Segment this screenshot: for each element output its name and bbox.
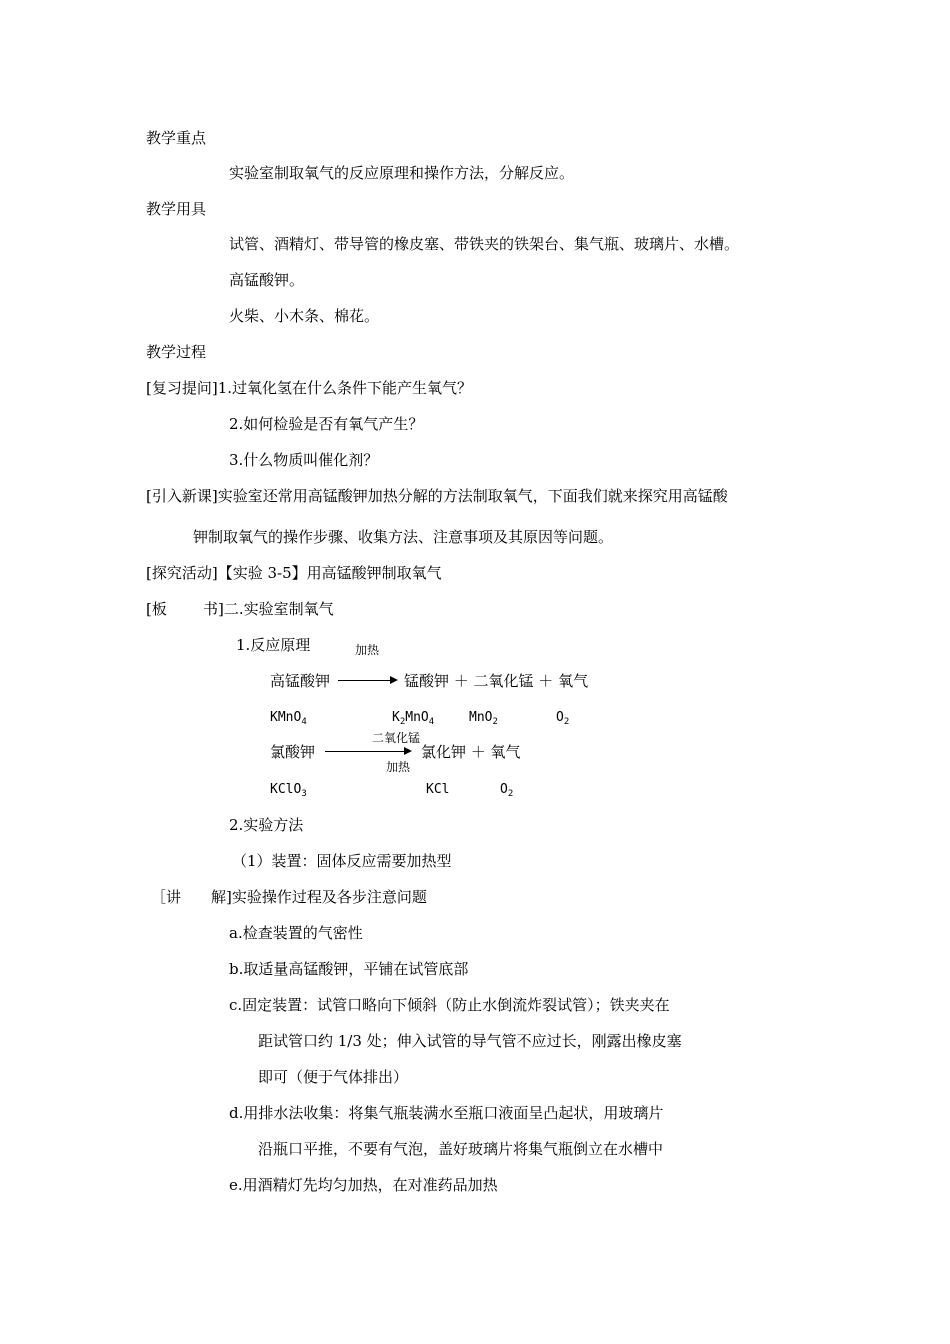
lecture-title: 解]实验操作过程及各步注意问题: [211, 888, 427, 906]
step-d-line-1: d.用排水法收集：将集气瓶装满水至瓶口液面呈凸起状，用玻璃片: [229, 1104, 664, 1122]
reaction1-formula-product1: $K_2MnO_4$: [392, 710, 435, 727]
intro-line-1: [引入新课]实验室还常用高锰酸钾加热分解的方法制取氧气，下面我们就来探究用高锰酸: [146, 487, 728, 505]
reaction2-arrow: [325, 751, 410, 752]
step-c-line-3: 即可（便于气体排出）: [258, 1068, 409, 1086]
review-question-1: [复习提问]1.过氧化氢在什么条件下能产生氧气？: [146, 379, 473, 397]
key-points-text: 实验室制取氧气的反应原理和操作方法，分解反应。: [229, 164, 575, 182]
board-label: [板: [146, 600, 167, 618]
reaction1-formula-reactant: KMnO$_4$: [270, 710, 307, 727]
key-points-heading: 教学重点: [146, 129, 207, 147]
tools-line-2: 高锰酸钾。: [229, 271, 305, 289]
reaction2-formula-product1: KCl: [426, 782, 450, 797]
review-question-2: 2.如何检验是否有氧气产生？: [229, 415, 424, 433]
reaction2-formula-reactant: KClO$_3$: [270, 782, 307, 799]
method-heading: 2.实验方法: [229, 816, 304, 834]
step-a: a.检查装置的气密性: [229, 924, 363, 942]
reaction1-products: 锰酸钾 ＋ 二氧化锰 ＋ 氧气: [404, 672, 589, 690]
tools-line-3: 火柴、小木条、棉花。: [229, 307, 380, 325]
process-heading: 教学过程: [146, 343, 207, 361]
reaction1-arrow: [338, 680, 396, 681]
board-title: 书]二.实验室制氧气: [203, 600, 334, 618]
intro-line-2: 钾制取氧气的操作步骤、收集方法、注意事项及其原因等问题。: [193, 528, 614, 546]
step-d-line-2: 沿瓶口平推，不要有气泡，盖好玻璃片将集气瓶倒立在水槽中: [258, 1140, 664, 1158]
step-c-line-2: 距试管口约 1/3 处；伸入试管的导气管不应过长，刚露出橡皮塞: [258, 1032, 682, 1050]
principle-heading: 1.反应原理: [236, 636, 311, 654]
reaction2-reactant: 氯酸钾: [270, 743, 316, 761]
activity-line: [探究活动]【实验 3-5】用高锰酸钾制取氧气: [146, 564, 442, 582]
step-b: b.取适量高锰酸钾，平铺在试管底部: [229, 960, 469, 978]
reaction1-formula-product2: MnO$_2$: [469, 710, 498, 727]
reaction2-formula-product2: $O_2$: [500, 782, 514, 799]
method-device: （1）装置：固体反应需要加热型: [232, 852, 452, 870]
reaction1-reactant: 高锰酸钾: [270, 672, 331, 690]
reaction2-condition: 加热: [386, 760, 411, 774]
review-question-3: 3.什么物质叫催化剂？: [229, 451, 379, 469]
step-e: e.用酒精灯先均匀加热，在对准药品加热: [229, 1176, 498, 1194]
lecture-label: ［讲: [151, 888, 182, 906]
reaction2-catalyst: 二氧化锰: [372, 731, 421, 745]
tools-line-1: 试管、酒精灯、带导管的橡皮塞、带铁夹的铁架台、集气瓶、玻璃片、水槽。: [229, 235, 740, 253]
step-c-line-1: c.固定装置：试管口略向下倾斜（防止水倒流炸裂试管）；铁夹夹在: [229, 996, 670, 1014]
reaction1-formula-product3: $O_2$: [556, 710, 570, 727]
tools-heading: 教学用具: [146, 200, 207, 218]
reaction1-condition: 加热: [355, 643, 380, 657]
reaction2-products: 氯化钾 ＋ 氧气: [421, 743, 521, 761]
